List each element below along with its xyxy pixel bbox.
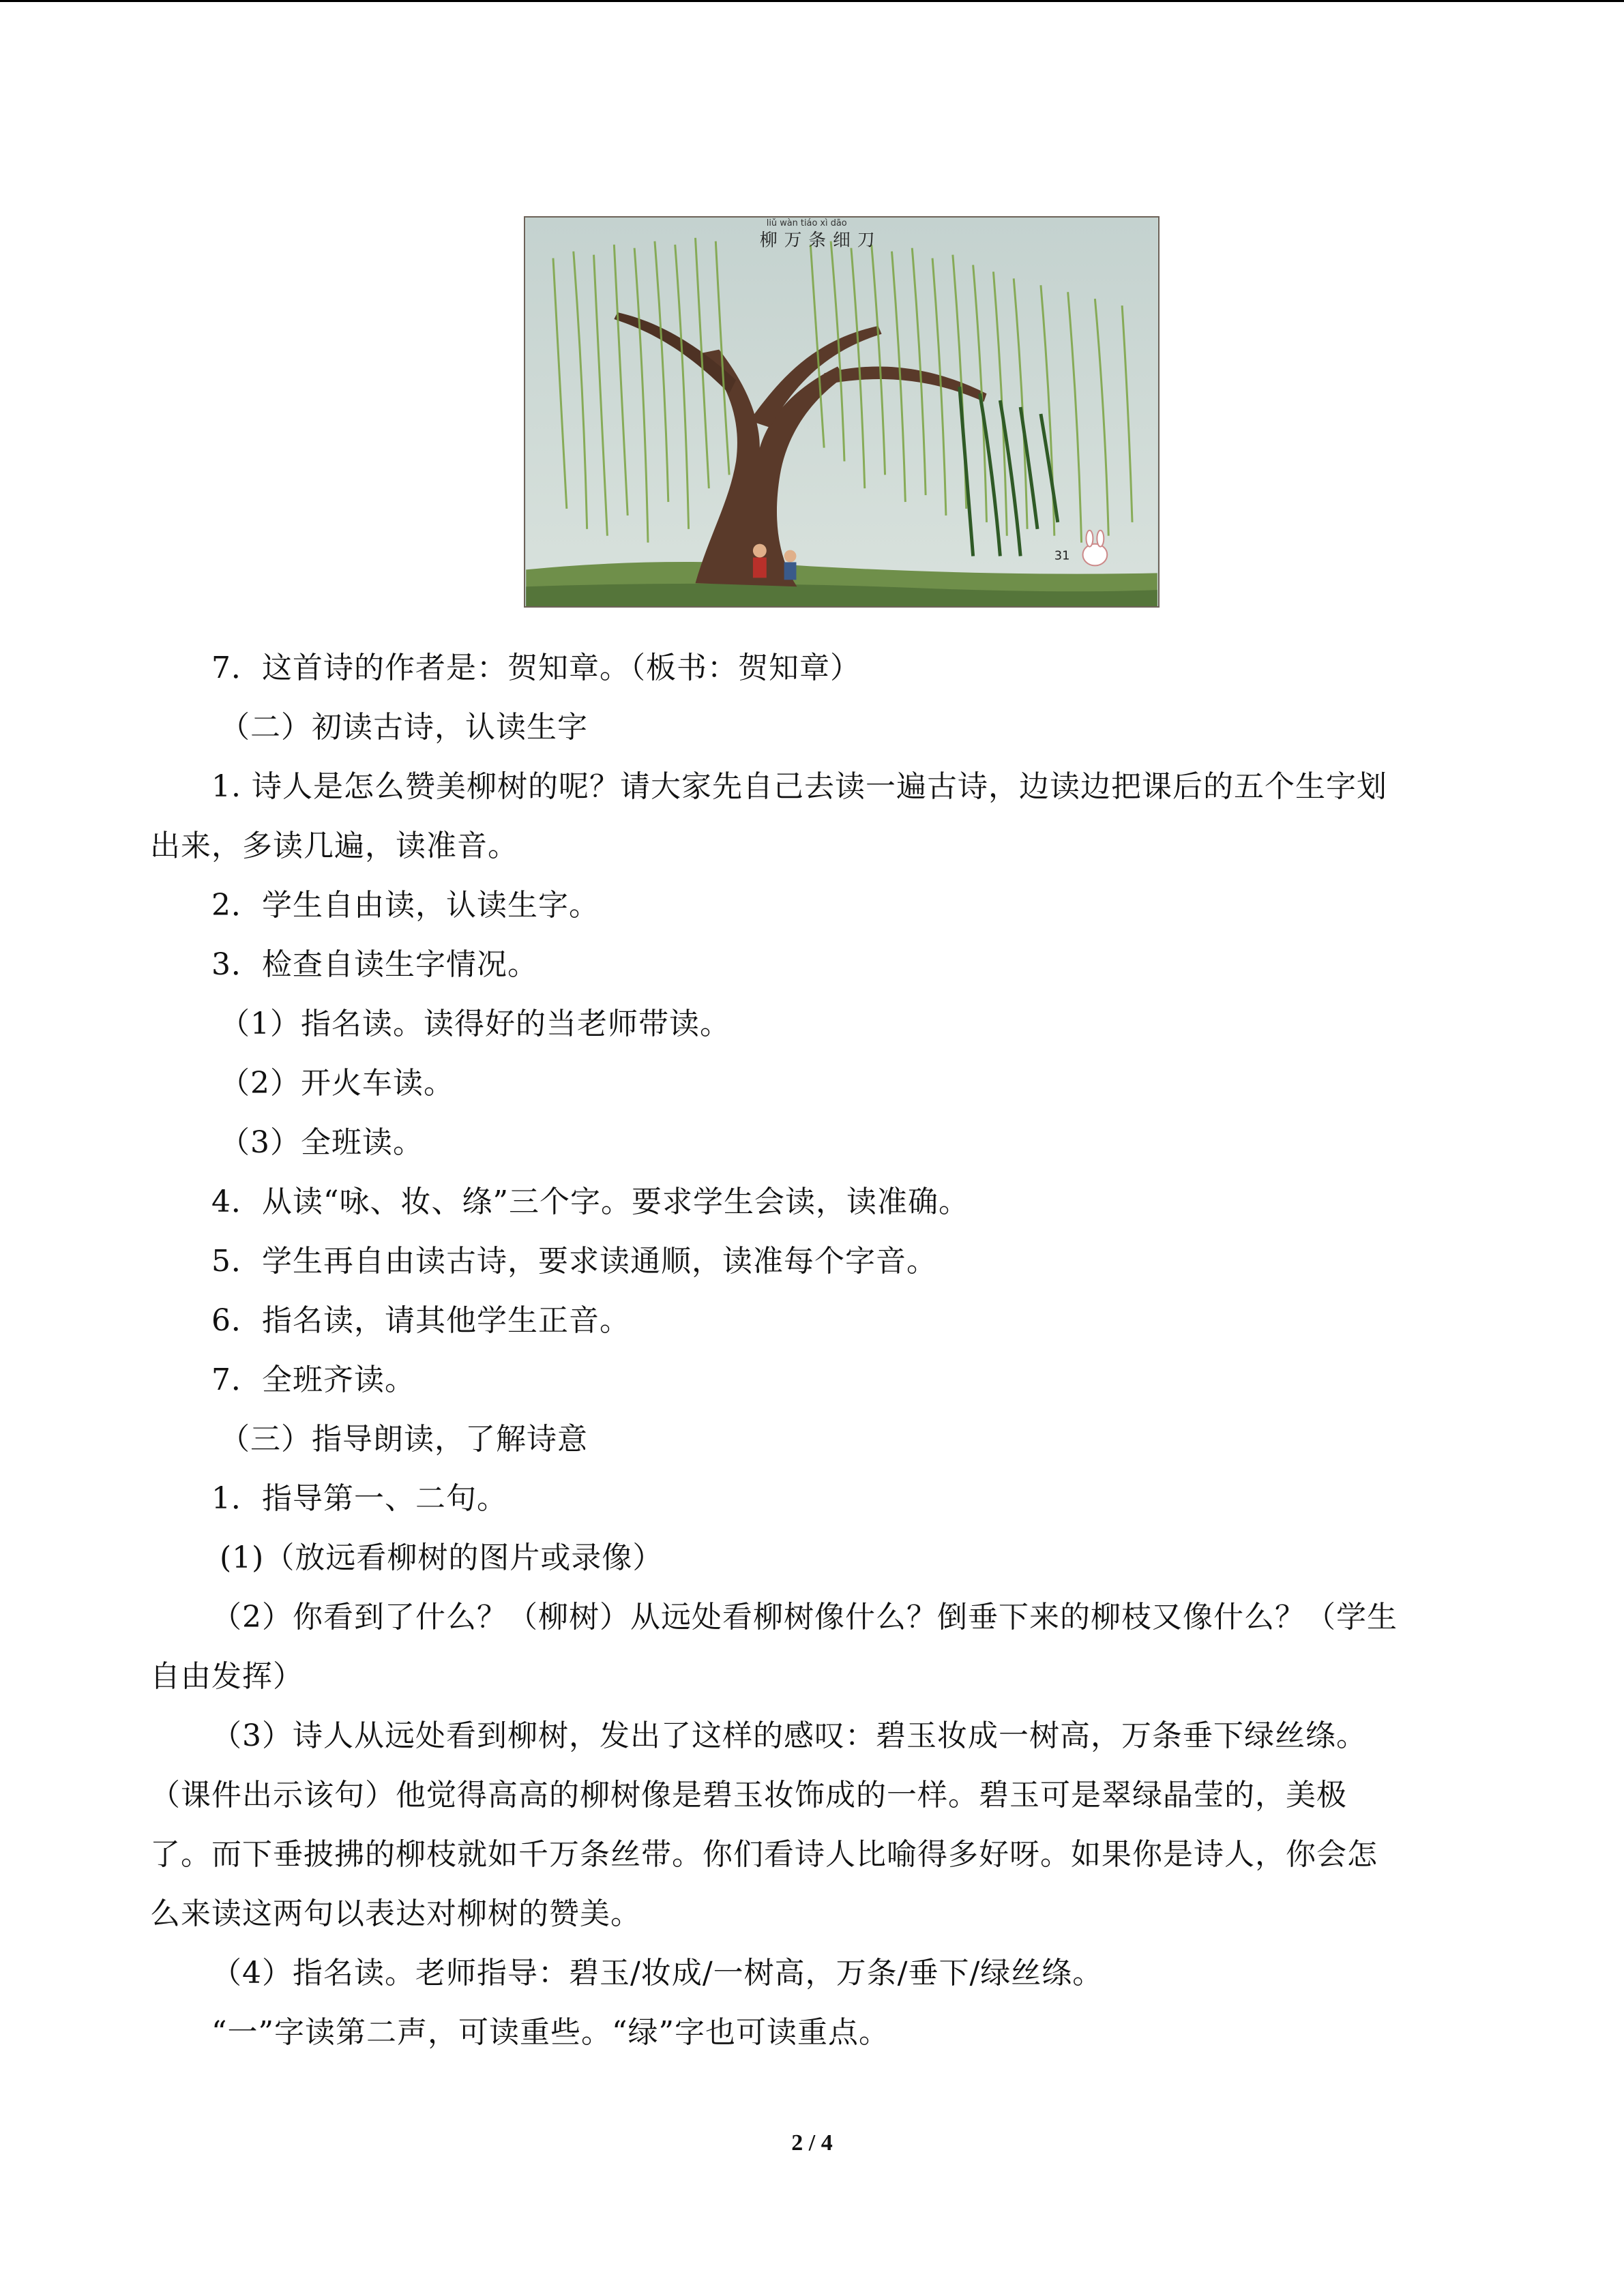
willow-tree-illustration (524, 216, 1160, 608)
text-line-7: （1）指名读。读得好的当老师带读。 (220, 1007, 730, 1041)
section-heading-2: （二）初读古诗，认读生字 (220, 710, 588, 745)
text-line-4: 出来，多读几遍，读准音。 (150, 829, 518, 863)
text-line-3: 1. 诗人是怎么赞美柳树的呢？请大家先自己去读一遍古诗，边读边把课后的五个生字划 (211, 769, 1387, 804)
text-line-13: 7．全班齐读。 (211, 1362, 415, 1397)
illustration-page-number: 31 (1054, 548, 1070, 563)
text-line-6: 3．检查自读生字情况。 (211, 947, 538, 982)
text-line-15: 1．指导第一、二句。 (211, 1481, 507, 1516)
illustration-caption-pinyin: liǔ wàn tiáo xì dāo (766, 218, 847, 228)
text-line-18: 自由发挥） (150, 1659, 304, 1694)
text-line-10: 4．从读“咏、妆、绦”三个字。要求学生会读，读准确。 (211, 1184, 969, 1219)
text-line-12: 6．指名读，请其他学生正音。 (211, 1303, 630, 1338)
text-line-11: 5．学生再自由读古诗，要求读通顺，读准每个字音。 (211, 1244, 937, 1279)
text-line-1: 7．这首诗的作者是：贺知章。（板书：贺知章） (211, 651, 861, 685)
text-line-22: 么来读这两句以表达对柳树的赞美。 (150, 1896, 641, 1931)
illustration-caption: 柳万条细刀 (759, 230, 882, 251)
text-line-20: （课件出示该句）他觉得高高的柳树像是碧玉妆饰成的一样。碧玉可是翠绿晶莹的，美极 (150, 1778, 1347, 1813)
text-line-21: 了。而下垂披拂的柳枝就如千万条丝带。你们看诗人比喻得多好呀。如果你是诗人，你会怎 (150, 1837, 1378, 1872)
section-heading-3: （三）指导朗读，了解诗意 (220, 1422, 588, 1457)
text-line-9: （3）全班读。 (220, 1125, 424, 1160)
text-line-17: （2）你看到了什么？（柳树）从远处看柳树像什么？倒垂下来的柳枝又像什么？（学生 (211, 1600, 1398, 1635)
text-line-8: （2）开火车读。 (220, 1066, 454, 1101)
text-line-5: 2．学生自由读，认读生字。 (211, 888, 600, 923)
text-line-16: (1)（放远看柳树的图片或录像） (220, 1540, 664, 1575)
text-line-23: （4）指名读。老师指导：碧玉/妆成/一树高，万条/垂下/绿丝绦。 (211, 1956, 1104, 1991)
text-line-19: （3）诗人从远处看到柳树，发出了这样的感叹：碧玉妆成一树高，万条垂下绿丝绦。 (211, 1718, 1367, 1753)
text-line-24: “一”字读第二声，可读重些。“绿”字也可读重点。 (211, 2015, 889, 2050)
page-indicator: 2 / 4 (791, 2130, 833, 2156)
willow-tree-picture (525, 218, 1158, 606)
page-top-border (0, 0, 1624, 2)
